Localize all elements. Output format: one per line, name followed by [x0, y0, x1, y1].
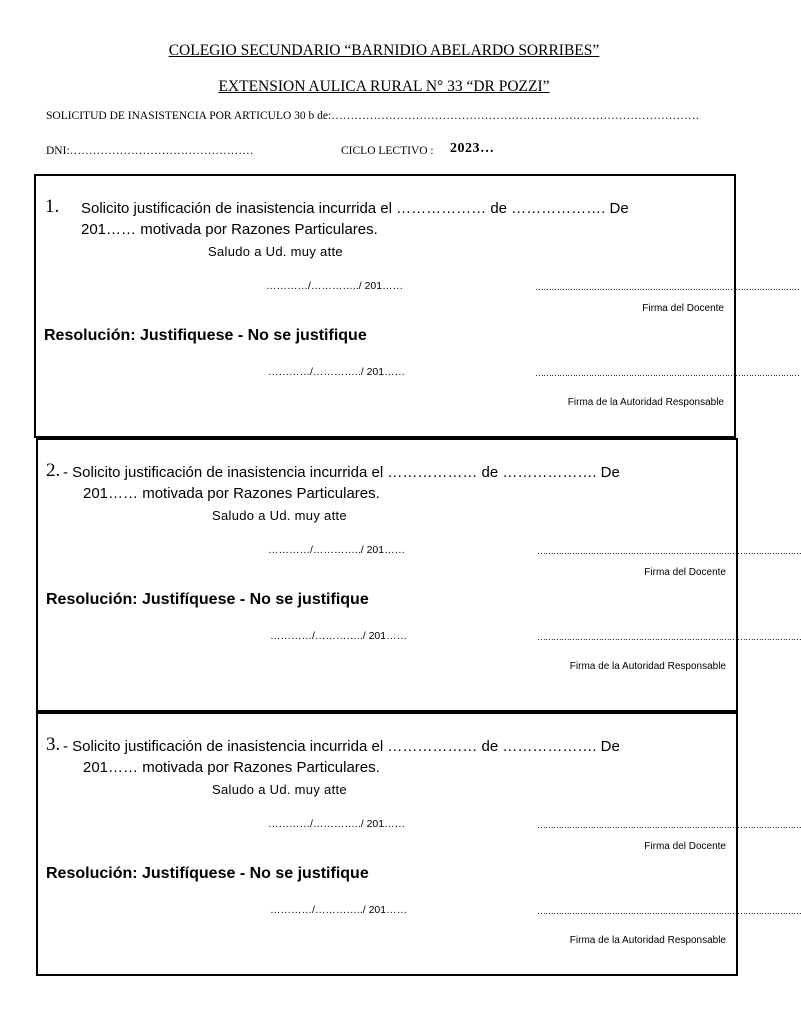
signature-label-docente: Firma del Docente [644, 841, 726, 852]
signature-line-docente: ……………………………………………………………………………………… [537, 546, 801, 556]
section-number: 3. [46, 734, 61, 755]
date-field-docente: …………/…………../ 201…… [268, 544, 406, 556]
resolution-text: Resolución: Justifiquese - No se justifique [44, 327, 367, 344]
signature-label-docente: Firma del Docente [644, 567, 726, 578]
extension-title: EXTENSION AULICA RURAL N° 33 “DR POZZI” [218, 78, 550, 95]
greeting: Saludo a Ud. muy atte [212, 782, 347, 797]
signature-label-autoridad: Firma de la Autoridad Responsable [567, 397, 724, 408]
signature-line-docente: ……………………………………………………………………………………… [535, 282, 799, 292]
section-number: 2. [46, 460, 61, 481]
greeting: Saludo a Ud. muy atte [212, 508, 347, 523]
dni-field: DNI:………………………………………… [46, 145, 254, 157]
request-text-line1: - Solicito justificación de inasistencia incurrida el ……………… de ………………. De [63, 738, 620, 755]
greeting: Saludo a Ud. muy atte [208, 244, 343, 259]
request-line: SOLICITUD DE INASISTENCIA POR ARTICULO 30 b de:…………………………………………………………………………………… [46, 110, 700, 122]
ciclo-lectivo-label: CICLO LECTIVO : [341, 145, 434, 157]
signature-label-autoridad: Firma de la Autoridad Responsable [569, 661, 726, 672]
section-number: 1. [45, 196, 60, 217]
date-field-autoridad: …………/…………../ 201…… [270, 904, 408, 916]
resolution-text: Resolución: Justifíquese - No se justifique [46, 591, 369, 608]
signature-label-autoridad: Firma de la Autoridad Responsable [569, 935, 726, 946]
request-text-line1: Solicito justificación de inasistencia incurrida el ……………… de ………………. De [81, 200, 629, 217]
request-text-line2: 201…… motivada por Razones Particulares. [81, 221, 378, 238]
school-title: COLEGIO SECUNDARIO “BARNIDIO ABELARDO SORRIBES” [168, 42, 600, 59]
request-text-line1: - Solicito justificación de inasistencia incurrida el ……………… de ………………. De [63, 464, 620, 481]
date-field-docente: …………/…………../ 201…… [268, 818, 406, 830]
signature-line-docente: ……………………………………………………………………………………… [537, 820, 801, 830]
request-section-1 [34, 174, 799, 438]
signature-label-docente: Firma del Docente [642, 303, 724, 314]
signature-line-autoridad: ……………………………………………………………………………………… [535, 368, 799, 378]
request-text-line2: 201…… motivada por Razones Particulares. [83, 759, 380, 776]
signature-line-autoridad: ……………………………………………………………………………………… [537, 632, 801, 642]
signature-line-autoridad: ……………………………………………………………………………………… [537, 906, 801, 916]
request-section-3 [36, 712, 801, 976]
resolution-text: Resolución: Justifíquese - No se justifique [46, 865, 369, 882]
date-field-docente: …………/…………../ 201…… [266, 280, 404, 292]
ciclo-lectivo-value: 2023… [450, 141, 495, 156]
date-field-autoridad: …………/…………../ 201…… [270, 630, 408, 642]
date-field-autoridad: …………/…………../ 201…… [268, 366, 406, 378]
request-section-2 [36, 438, 801, 712]
request-text-line2: 201…… motivada por Razones Particulares. [83, 485, 380, 502]
